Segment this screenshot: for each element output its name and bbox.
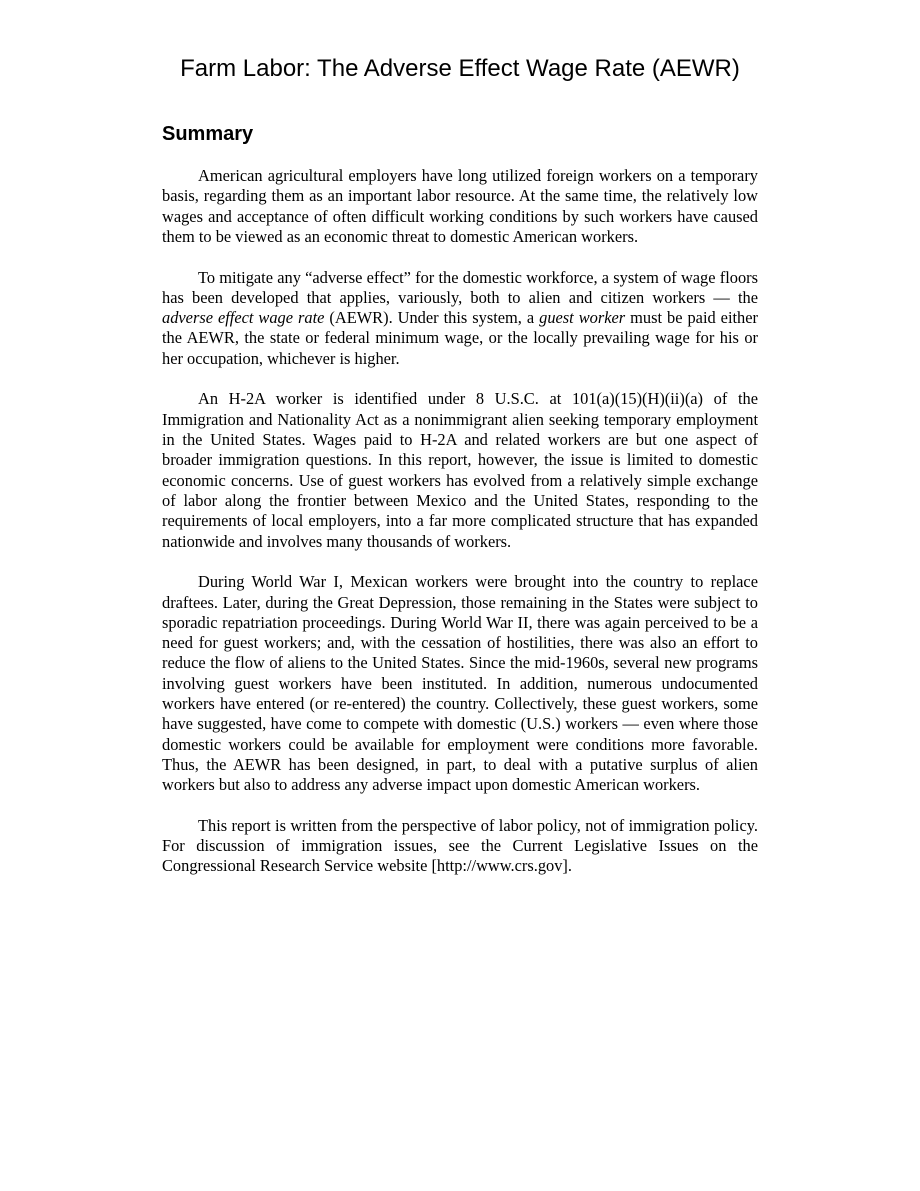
paragraph-4: During World War I, Mexican workers were brought into the country to replace draftees. Later, during the Great Depression, those remaining in the States were subject to sporadic repatriation proceedings. During World War II, there was again perceived to be a need for guest workers; and, with the cessation of hostilities, there was also an effort to reduce the flow of aliens to the United States. Since the mid-1960s, several new programs involving guest workers have been instituted. In addition, numerous undocumented workers have entered (or re-entered) the country. Collectively, these guest workers, some have suggested, have come to compete with domestic (U.S.) workers — even where those domestic workers could be available for employment were conditions more favorable. Thus, the AEWR has been designed, in part, to deal with a putative surplus of alien workers but also to address any adverse impact upon domestic American workers. (162, 572, 758, 795)
term-adverse-effect-wage-rate: adverse effect wage rate (162, 308, 325, 328)
paragraph-2-text-3: must be paid either the AEWR, the state or federal minimum wage, or the locally prevailing wage for his or her occupation, whichever is higher. (162, 308, 758, 368)
document-title: Farm Labor: The Adverse Effect Wage Rate (AEWR) (180, 55, 740, 82)
paragraph-5: This report is written from the perspective of labor policy, not of immigration policy. For discussion of immigration issues, see the Current Legislative Issues on the Congressional Research Service website [http://www.crs.gov]. (162, 815, 758, 876)
paragraph-1: American agricultural employers have long utilized foreign workers on a temporary basis, regarding them as an important labor resource. At the same time, the relatively low wages and acceptance of often difficult working conditions by such workers have caused them to be viewed as an economic threat to domestic American workers. (162, 166, 758, 246)
term-guest-worker: guest worker (539, 308, 626, 328)
paragraph-2-text-2: (AEWR). Under this system, a (324, 308, 540, 328)
paragraph-2-text-1: To mitigate any “adverse effect” for the domestic workforce, a system of wage floors has been developed that applies, variously, both to alien and citizen workers — the (162, 267, 758, 307)
paragraph-3: An H-2A worker is identified under 8 U.S.C. at 101(a)(15)(H)(ii)(a) of the Immigration and Nationality Act as a nonimmigrant alien seeking temporary employment in the United States. Wages paid to H-2A and related workers are but one aspect of broader immigration questions. In this report, however, the issue is limited to domestic economic concerns. Use of guest workers has evolved from a relatively simple exchange of labor along the frontier between Mexico and the United States, responding to the requirements of local employers, into a far more complicated structure that has expanded nationwide and involves many thousands of workers. (162, 389, 758, 551)
section-heading-summary: Summary (162, 123, 254, 145)
paragraph-2 (162, 268, 758, 369)
summary-body (162, 166, 758, 897)
